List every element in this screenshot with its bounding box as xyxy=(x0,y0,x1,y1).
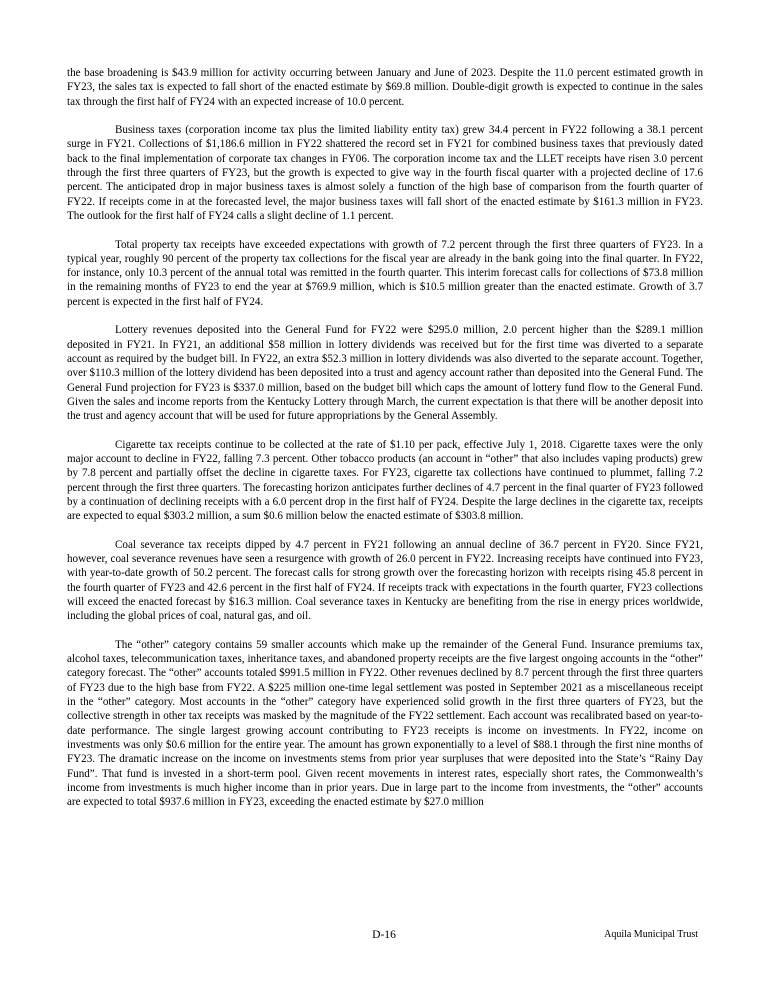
paragraph-other-category: The “other” category contains 59 smaller accounts which make up the remainder of the General Fund. Insurance premiums tax, alcohol taxes, telecommunication taxes, inheritance taxes, and abandoned property receipts are the five largest ongoing accounts in the “other” category forecast. The “other” accounts totaled $991.5 million in FY22. Other revenues declined by 8.7 percent through the first three quarters of FY23 due to the high base from FY22. A $225 million one-time legal settlement was posted in September 2021 as a miscellaneous receipt in the “other” category. Most accounts in the “other” category have experienced solid growth in the first three quarters of FY23, but the collective strength in other tax receipts was masked by the magnitude of the FY22 settlement. Each account was recalibrated based on year-to-date performance. The single largest growing account contributing to FY23 receipts is income on investments. In FY22, income on investments was only $0.6 million for the entire year. The amount has grown exponentially to a level of $88.1 through the first nine months of FY23. The dramatic increase on the income on investments stems from prior year surpluses that were deposited into the State’s “Rainy Day Fund”. That fund is invested in a short-term pool. Given recent movements in interest rates, especially short rates, the Commonwealth’s income from investments is much higher income than in prior years. Due in large part to the income from investments, the “other” accounts are expected to total $937.6 million in FY23, exceeding the enacted estimate by $27.0 million xyxy=(67,638,703,809)
paragraph-coal-severance: Coal severance tax receipts dipped by 4.7 percent in FY21 following an annual decline of 36.7 percent in FY20. Since FY21, however, coal severance revenues have seen a resurgence with growth of 26.0 percent in FY22. Increasing receipts have continued into FY23, with year-to-date growth of 50.2 percent. The forecast calls for strong growth over the forecasting horizon with receipts rising 45.8 percent in the fourth quarter of FY23 and 42.6 percent in the first half of FY24. If receipts track with expectations in the fourth quarter, FY23 collections will exceed the enacted forecast by $16.3 million. Coal severance taxes in Kentucky are benefiting from the rise in energy prices worldwide, including the global prices of coal, natural gas, and oil. xyxy=(67,538,703,623)
paragraph-cigarette-tax: Cigarette tax receipts continue to be collected at the rate of $1.10 per pack, effective July 1, 2018. Cigarette taxes were the only major account to decline in FY22, falling 7.3 percent. Other tobacco products (an account in “other” that also includes vaping products) grew by 7.8 percent and partially offset the decline in cigarette taxes. For FY23, cigarette tax collections have continued to plummet, falling 7.2 percent through the first three quarters. The forecasting horizon anticipates further declines of 4.7 percent in the final quarter of FY23 followed by a continuation of declining receipts with a 6.0 percent drop in the first half of FY24. Despite the large declines in the cigarette tax, receipts are expected to equal $303.2 million, a sum $0.6 million below the enacted estimate of $303.8 million. xyxy=(67,438,703,523)
paragraph-lottery: Lottery revenues deposited into the General Fund for FY22 were $295.0 million, 2.0 percent higher than the $289.1 million deposited in FY21. In FY21, an additional $58 million in lottery dividends was received but for the first time was diverted to a separate account as required by the budget bill. In FY22, an extra $52.3 million in lottery dividends was also diverted to the separate account. Together, over $110.3 million of the lottery dividend has been deposited into a trust and agency account rather than deposited into the General Fund. The General Fund projection for FY23 is $337.0 million, based on the budget bill which caps the amount of lottery fund flow to the General Fund. Given the sales and income reports from the Kentucky Lottery through March, the current expectation is that there will be another deposit into the trust and agency account that will be used for future appropriations by the General Assembly. xyxy=(67,324,703,423)
paragraph-property-tax: Total property tax receipts have exceeded expectations with growth of 7.2 percent through the first three quarters of FY23. In a typical year, roughly 90 percent of the property tax collections for the fiscal year are already in the bank going into the final quarter. In FY22, for instance, only 10.3 percent of the annual total was remitted in the fourth quarter. This interim forecast calls for collections of $73.8 million in the remaining months of FY23 to end the year at $769.9 million, which is $10.5 million greater than the enacted estimate. Growth of 3.7 percent is expected in the first half of FY24. xyxy=(67,238,703,308)
paragraph-sales-tax-continuation: the base broadening is $43.9 million for activity occurring between January and June of 2023. Despite the 11.0 percent estimated growth in FY23, the sales tax is expected to fall short of the enacted estimate by $69.8 million. Double-digit growth is expected to continue in the sales tax through the first half of FY24 with an expected increase of 10.0 percent. xyxy=(67,67,703,108)
body-text xyxy=(67,66,703,824)
page-number: D-16 xyxy=(372,928,396,941)
paragraph-business-taxes: Business taxes (corporation income tax plus the limited liability entity tax) grew 34.4 percent in FY22 following a 38.1 percent surge in FY21. Collections of $1,186.6 million in FY22 shattered the record set in FY21 for combined business taxes that previously dated back to the final implementation of corporate tax changes in FY06. The corporation income tax and the LLET receipts have risen 3.0 percent through the first three quarters of FY23, but the growth is expected to give way in the fourth fiscal quarter with a projected decline of 17.6 percent. The anticipated drop in major business taxes is almost solely a function of the high base of comparison from the fourth quarter of FY22. If receipts come in at the forecasted level, the major business taxes will fall short of the enacted estimate by $161.3 million in FY23. The outlook for the first half of FY24 calls a slight decline of 1.1 percent. xyxy=(67,124,703,222)
footer-brand: Aquila Municipal Trust xyxy=(604,929,698,940)
